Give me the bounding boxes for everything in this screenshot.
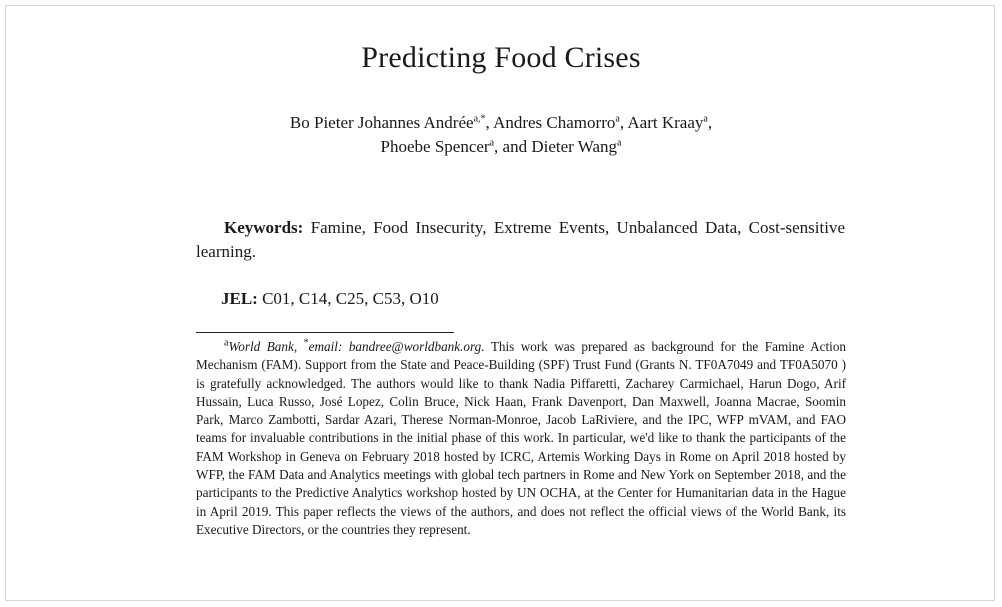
author-separator: , [707,113,713,132]
footnote-affiliation: World Bank, [228,339,298,354]
author-affiliation-mark: a [615,113,620,125]
author-separator: , [619,113,628,132]
footnote [196,338,846,539]
author-affiliation-mark: a [489,137,495,149]
paper-title: Predicting Food Crises [361,41,641,74]
jel-section [221,287,439,311]
author-name: Andres Chamorro [493,113,616,132]
author-line-1 [0,111,1002,135]
author-name: Bo Pieter Johannes Andrée [289,113,474,132]
author-line-2 [0,135,1002,159]
author-list [0,111,1002,159]
author-affiliation-mark: a,* [473,113,486,125]
keywords-text: Famine, Food Insecurity, Extreme Events, Unbalanced Data, Cost-sensitive learning. [196,218,846,261]
author-affiliation-mark: a [617,137,622,149]
author-separator: , and [494,137,532,156]
footnote-mark: a [224,337,229,349]
keywords-label: Keywords: [224,218,304,237]
author-separator: , [485,113,494,132]
author-name: Phoebe Spencer [380,137,490,156]
footnote-rule [196,332,454,333]
jel-label: JEL: [221,289,258,308]
author-affiliation-mark: a [703,113,708,125]
keywords-section [196,216,845,264]
footnote-body [196,338,846,539]
author-name: Aart Kraay [627,113,704,132]
author-name: Dieter Wang [531,137,617,156]
footnote-text: This work was prepared as background for the Famine Action Mechanism (FAM). Support from the State and Peace-Building (SPF) Trust Fund (Grants N. TF0A7049 and TF0A5070 ) is gratefully acknowledged. The authors would like to thank Nadia Piffaretti, Zacharey Carmichael, Harun Dogo, Arif Hussain, Luca Russo, José Lopez, Colin Bruce, Nick Haan, Frank Davenport, Dan Maxwell, Joanna Macrae, Soomin Park, Marco Zambotti, Sardar Azari, Therese Norman-Monroe, Jacob LaRiviere, and the IPC, WFP mVAM, and FAO teams for invaluable contributions in the initial phase of this work. In particular, we'd like to thank the participants of the FAM Workshop in Geneva on February 2018 hosted by ICRC, Artemis Working Days in Rome on April 2018 hosted by WFP, the FAM Data and Analytics meetings with global tech partners in Rome and New York on September 2018, and the participants to the Predictive Analytics workshop hosted by UN OCHA, at the Center for Humanitarian data in the Hague in April 2019. This paper reflects the views of the authors, and does not reflect the official views of the World Bank, its Executive Directors, or the countries they represent. [196,339,847,537]
footnote-email: email: bandree@worldbank.org. [308,339,485,354]
jel-codes: C01, C14, C25, C53, O10 [262,289,439,308]
footnote-mark: * [303,337,309,349]
